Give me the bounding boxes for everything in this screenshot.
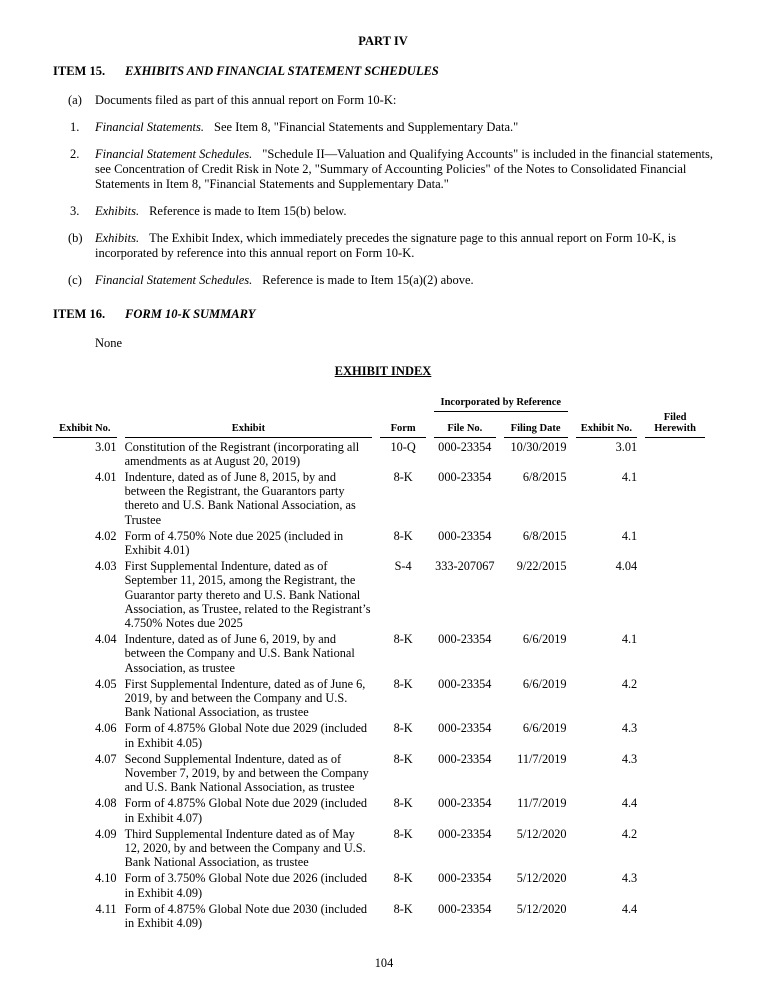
filed-herewith-cell — [645, 438, 705, 468]
list-item-label: 1. — [70, 120, 80, 134]
file-no-cell: 333-207067 — [435, 559, 495, 574]
exhibit-no-cell: 4.05 — [95, 676, 117, 691]
file-no-cell: 000-23354 — [438, 871, 492, 886]
list-item-body: "Schedule II—Valuation and Qualifying Accounts" is included in the financial statements, see Concentration of Credit Risk in Note 2, "Summary of Accounting Policies" of the Notes to Consolidated Financial Statements in Item 8, "Financial Statements and Supplementary Data." — [95, 147, 713, 191]
column-header-exhibit: Exhibit — [125, 412, 373, 438]
list-item-label: (b) — [68, 231, 83, 245]
filed-herewith-cell — [645, 869, 705, 899]
filing-date-cell: 6/8/2015 — [522, 469, 567, 484]
ref-exhibit-no-cell: 4.1 — [621, 469, 638, 484]
ref-exhibit-no-cell: 4.2 — [621, 826, 638, 841]
filed-herewith-cell — [645, 468, 705, 527]
file-no-cell: 000-23354 — [438, 632, 492, 647]
filing-date-cell: 10/30/2019 — [510, 439, 567, 454]
exhibit-row — [53, 900, 705, 930]
exhibit-row — [53, 630, 705, 675]
ref-exhibit-no-cell: 3.01 — [615, 439, 638, 454]
list-item-b — [53, 231, 713, 261]
part-title: PART IV — [358, 34, 408, 48]
list-item-label: (a) — [68, 93, 82, 107]
file-no-cell: 000-23354 — [438, 796, 492, 811]
list-item-2 — [53, 147, 713, 192]
exhibit-row — [53, 527, 705, 557]
list-item-body: The Exhibit Index, which immediately precedes the signature page to this annual report on Form 10-K, is incorporated by reference into this annual report on Form 10-K. — [95, 231, 677, 260]
filed-herewith-cell — [645, 900, 705, 930]
exhibit-description-cell: Form of 3.750% Global Note due 2026 (included in Exhibit 4.09) — [124, 871, 368, 900]
column-header-ref-exhibit-no: Exhibit No. — [576, 412, 638, 438]
filing-date-cell: 5/12/2020 — [516, 871, 567, 886]
exhibit-no-cell: 4.01 — [95, 469, 117, 484]
spacer-cell — [125, 397, 373, 412]
list-item-body: See Item 8, "Financial Statements and Supplementary Data." — [214, 120, 519, 134]
list-item-text — [95, 120, 713, 135]
ref-exhibit-no-cell: 4.4 — [621, 901, 638, 916]
filed-herewith-cell — [645, 557, 705, 630]
list-item-label: 2. — [70, 147, 80, 161]
item15-label: ITEM 15. — [53, 64, 106, 78]
ref-exhibit-no-cell: 4.2 — [621, 676, 638, 691]
item16-body: None — [95, 336, 123, 350]
ref-exhibit-no-cell: 4.1 — [621, 528, 638, 543]
exhibit-row — [53, 557, 705, 630]
exhibit-no-cell: 4.08 — [95, 796, 117, 811]
list-item-text — [95, 147, 713, 192]
form-cell: 8-K — [393, 796, 413, 811]
item15-heading — [53, 64, 713, 79]
filing-date-cell: 5/12/2020 — [516, 826, 567, 841]
form-cell: 8-K — [393, 826, 413, 841]
column-header-exhibit-no: Exhibit No. — [53, 412, 117, 438]
item16-label: ITEM 16. — [53, 307, 106, 321]
list-item-lead-in: Financial Statement Schedules. — [95, 273, 253, 287]
exhibit-description-cell: Second Supplemental Indenture, dated as of November 7, 2019, by and between the Company and U.S. Bank National Association, as trustee — [124, 751, 369, 795]
form-cell: 8-K — [393, 751, 413, 766]
file-no-cell: 000-23354 — [438, 721, 492, 736]
exhibit-description-cell: Form of 4.875% Global Note due 2029 (included in Exhibit 4.05) — [124, 721, 368, 750]
list-item-lead-in: Financial Statements. — [95, 120, 205, 134]
exhibit-description-cell: Constitution of the Registrant (incorporating all amendments as at August 20, 2019) — [124, 439, 360, 468]
list-item-text — [95, 204, 713, 219]
form-cell: 8-K — [393, 871, 413, 886]
exhibit-no-cell: 4.02 — [95, 528, 117, 543]
column-header-filed-herewith: Filed Herewith — [645, 412, 705, 438]
spacer-cell — [380, 397, 426, 412]
list-item-text: Documents filed as part of this annual report on Form 10-K: — [95, 93, 397, 107]
exhibit-no-cell: 4.10 — [95, 871, 117, 886]
filed-herewith-cell — [645, 630, 705, 675]
list-item-lead-in: Exhibits. — [95, 231, 140, 245]
file-no-cell: 000-23354 — [438, 469, 492, 484]
incorporated-by-reference-header: Incorporated by Reference — [434, 397, 568, 412]
exhibit-no-cell: 3.01 — [95, 439, 117, 454]
exhibit-no-cell: 4.07 — [95, 751, 117, 766]
form-cell: 8-K — [393, 528, 413, 543]
exhibit-description-cell: Form of 4.875% Global Note due 2029 (included in Exhibit 4.07) — [124, 796, 368, 825]
form-cell: S-4 — [394, 559, 412, 574]
column-header-row — [53, 412, 705, 438]
spacer-cell — [645, 397, 705, 412]
file-no-cell: 000-23354 — [438, 439, 492, 454]
file-no-cell: 000-23354 — [438, 528, 492, 543]
list-item-label: 3. — [70, 204, 80, 218]
exhibit-index-title: EXHIBIT INDEX — [334, 364, 432, 378]
exhibit-row — [53, 825, 705, 870]
file-no-cell: 000-23354 — [438, 751, 492, 766]
item16-heading — [53, 307, 713, 322]
exhibit-row — [53, 794, 705, 824]
filed-herewith-cell — [645, 750, 705, 795]
filed-herewith-cell — [645, 527, 705, 557]
form-cell: 10-Q — [390, 439, 416, 454]
exhibit-row — [53, 468, 705, 527]
exhibit-description-cell: First Supplemental Indenture, dated as of September 11, 2015, among the Registrant, the Guarantor party thereto and U.S. Bank National Association, as Trustee, related to the Registrant’s 4.750% Notes due 2025 — [124, 559, 371, 630]
exhibit-table-head — [53, 397, 705, 438]
filed-herewith-cell — [645, 794, 705, 824]
exhibit-row — [53, 675, 705, 720]
spacer-cell — [576, 397, 638, 412]
filing-date-cell: 11/7/2019 — [517, 796, 567, 811]
exhibit-description-cell: Indenture, dated as of June 8, 2015, by and between the Registrant, the Guarantors party thereto and U.S. Bank National Association, as Trustee — [124, 469, 356, 527]
ref-exhibit-no-cell: 4.3 — [621, 871, 638, 886]
exhibit-no-cell: 4.09 — [95, 826, 117, 841]
list-item-lead-in: Exhibits. — [95, 204, 140, 218]
exhibit-index-table — [45, 397, 713, 930]
exhibit-description-cell: First Supplemental Indenture, dated as of June 6, 2019, by and between the Company and U.S. Bank National Association, as trustee — [124, 676, 366, 720]
column-header-file-no: File No. — [434, 412, 496, 438]
list-item-text — [95, 231, 713, 261]
form-cell: 8-K — [393, 632, 413, 647]
form-cell: 8-K — [393, 721, 413, 736]
exhibit-table-body — [53, 438, 705, 931]
column-header-filing-date: Filing Date — [504, 412, 568, 438]
list-item-c — [53, 273, 713, 288]
list-item-text — [95, 273, 713, 288]
exhibit-description-cell: Form of 4.875% Global Note due 2030 (included in Exhibit 4.09) — [124, 901, 368, 930]
ref-exhibit-no-cell: 4.3 — [621, 721, 638, 736]
filing-date-cell: 11/7/2019 — [517, 751, 567, 766]
filing-date-cell: 6/6/2019 — [522, 632, 567, 647]
filed-herewith-cell — [645, 719, 705, 749]
ref-exhibit-no-cell: 4.04 — [615, 559, 638, 574]
filing-date-cell: 9/22/2015 — [516, 559, 567, 574]
exhibit-description-cell: Third Supplemental Indenture dated as of May 12, 2020, by and between the Company and U.S. Bank National Association, as trustee — [124, 826, 366, 870]
span-header-row — [53, 397, 705, 412]
item15-title: EXHIBITS AND FINANCIAL STATEMENT SCHEDULES — [125, 64, 439, 78]
item16-title: FORM 10-K SUMMARY — [125, 307, 256, 321]
ref-exhibit-no-cell: 4.1 — [621, 632, 638, 647]
exhibit-description-cell: Form of 4.750% Note due 2025 (included in Exhibit 4.01) — [124, 528, 344, 557]
file-no-cell: 000-23354 — [438, 676, 492, 691]
exhibit-no-cell: 4.06 — [95, 721, 117, 736]
form-cell: 8-K — [393, 469, 413, 484]
spacer-cell — [53, 397, 117, 412]
exhibit-row — [53, 750, 705, 795]
ref-exhibit-no-cell: 4.3 — [621, 751, 638, 766]
list-item-3 — [53, 204, 713, 219]
list-item-body: Reference is made to Item 15(b) below. — [149, 204, 347, 218]
form-cell: 8-K — [393, 901, 413, 916]
form-cell: 8-K — [393, 676, 413, 691]
filing-date-cell: 6/8/2015 — [522, 528, 567, 543]
exhibit-no-cell: 4.04 — [95, 632, 117, 647]
list-item-1 — [53, 120, 713, 135]
filed-herewith-cell — [645, 675, 705, 720]
filing-date-cell: 6/6/2019 — [522, 721, 567, 736]
list-item-a — [53, 93, 713, 108]
ref-exhibit-no-cell: 4.4 — [621, 796, 638, 811]
page-number: 104 — [374, 956, 394, 970]
exhibit-description-cell: Indenture, dated as of June 6, 2019, by and between the Company and U.S. Bank National Association, as trustee — [124, 632, 355, 675]
exhibit-no-cell: 4.03 — [95, 559, 117, 574]
filing-date-cell: 6/6/2019 — [522, 676, 567, 691]
file-no-cell: 000-23354 — [438, 826, 492, 841]
exhibit-row — [53, 438, 705, 468]
filing-date-cell: 5/12/2020 — [516, 901, 567, 916]
exhibit-no-cell: 4.11 — [95, 901, 117, 916]
file-no-cell: 000-23354 — [438, 901, 492, 916]
list-item-body: Reference is made to Item 15(a)(2) above. — [262, 273, 474, 287]
filed-herewith-cell — [645, 825, 705, 870]
column-header-form: Form — [380, 412, 426, 438]
exhibit-row — [53, 719, 705, 749]
exhibit-row — [53, 869, 705, 899]
list-item-lead-in: Financial Statement Schedules. — [95, 147, 253, 161]
list-item-label: (c) — [68, 273, 82, 287]
